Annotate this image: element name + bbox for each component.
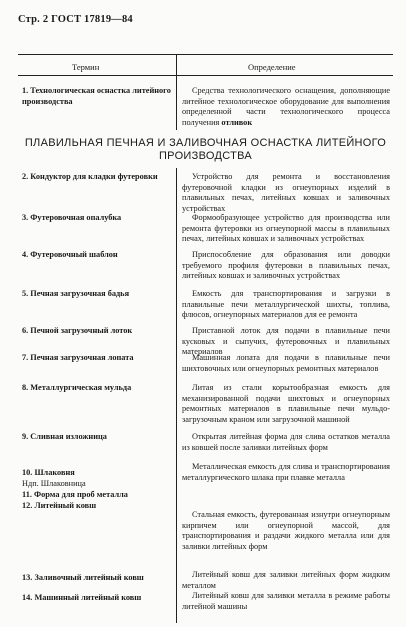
header-column-divider — [176, 54, 177, 130]
definition-2: Устройство для ремонта и восстановления футеровочной кладки из огнеупорных изделий в плавильных печах, литейных ковшах и заливочных устройствах — [182, 172, 390, 213]
page-header: Стр. 2 ГОСТ 17819—84 — [18, 14, 133, 25]
term-2: 2. Кондуктор для кладки футеровки — [22, 172, 158, 181]
definition-14: Литейный ковш для заливки металла в режиме работы литейной машины — [182, 591, 390, 611]
term-10 — [22, 468, 172, 489]
term-14: 14. Машинный литейный ковш — [22, 593, 142, 602]
definition-13: Литейный ковш для заливки литейных форм жидким металлом — [182, 570, 390, 590]
definition-5: Емкость для транспортирования и загрузки в плавильные печи металлургической шихты, топлива, флюсов, огнеупорных материалов для ее ремонта — [182, 289, 390, 319]
term-10-label: 10. Шлаковня — [22, 468, 75, 477]
definition-6: Приставной лоток для подачи в плавильные печи кусковых и сыпучих, футеровочных и плавильных материалов — [182, 326, 390, 356]
term-9: 9. Сливная изложница — [22, 432, 107, 441]
column-header-term: Термин — [72, 62, 100, 72]
definition-1: Средства технологического оснащения, дополняющие литейное технологическое оборудование для выполнения определенной части технологического процесса получения отливок — [182, 86, 390, 127]
table-top-rule — [18, 54, 393, 55]
term-5: 5. Печная загрузочная бадья — [22, 289, 130, 298]
definition-4: Приспособление для образования или доводки требуемого профиля футеровки в плавильных печах, литейных ковшах и заливочных устройствах — [182, 250, 390, 280]
definition-10: Металлическая емкость для слива и транспортирования металлургического шлака при плавке металла — [182, 462, 390, 482]
term-7: 7. Печная загрузочная лопата — [22, 353, 134, 362]
definition-3: Формообразующее устройство для производства или ремонта футеровки из огнеупорной массы в плавильных печах, литейных ковшах и заливочных устройствах — [182, 213, 390, 243]
definition-7: Машинная лопата для подачи в плавильные печи шихтовочных или огнеупорных ремонтных материалов — [182, 353, 390, 373]
term-10-not-recommended: Ндп. Шлаковница — [22, 478, 86, 488]
term-3: 3. Футеровочная опалубка — [22, 213, 122, 222]
term-12: 12. Литейный ковш — [22, 501, 97, 510]
term-6: 6. Печной загрузочный лоток — [22, 326, 133, 335]
definition-8: Литая из стали корытообразная емкость для механизированной подачи шихтовых и огнеупорных ремонтных материалов в плавильные печи мульдо-загрузочным краном или загрузочной машиной — [182, 383, 390, 424]
column-header-definition: Определение — [248, 62, 296, 72]
term-13: 13. Заливочный литейный ковш — [22, 573, 144, 582]
term-11: 11. Форма для проб металла — [22, 490, 128, 499]
definition-9: Открытая литейная форма для слива остатков металла из ковшей после заливки литейных форм — [182, 432, 390, 452]
term-4: 4. Футеровочный шаблон — [22, 250, 118, 259]
body-column-divider — [176, 168, 177, 623]
term-8: 8. Металлургическая мульда — [22, 383, 132, 392]
section-title: ПЛАВИЛЬНАЯ ПЕЧНАЯ И ЗАЛИВОЧНАЯ ОСНАСТКА ЛИТЕЙНОГО ПРОИЗВОДСТВА — [24, 137, 387, 162]
term-1: 1. Технологическая оснастка литейного производства — [22, 86, 171, 106]
definition-12: Стальная емкость, футерованная изнутри огнеупорным кирпичем или огнеупорной массой, для транспортирования и раздачи жидкого металла или для заливки литейных форм — [182, 510, 390, 551]
table-header-rule — [18, 75, 393, 76]
